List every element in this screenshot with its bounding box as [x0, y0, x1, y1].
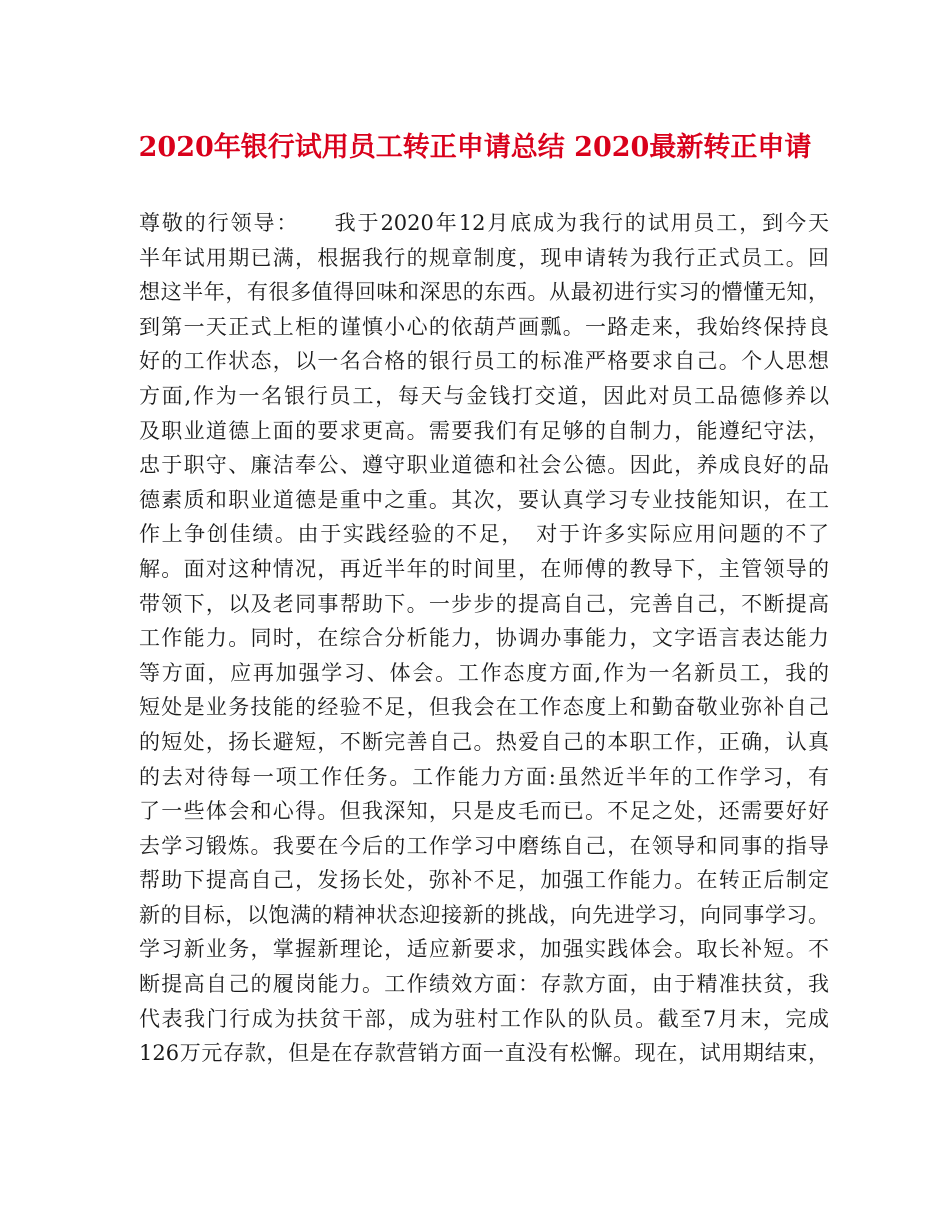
- body-line: 学习新业务，掌握新理论，适应新要求，加强实践体会。取长补短。不: [139, 937, 829, 962]
- body-line: 工作能力。同时，在综合分析能力，协调办事能力，文字语言表达能力: [139, 626, 829, 651]
- body-line: 想这半年，有很多值得回味和深思的东西。从最初进行实习的懵懂无知，: [139, 280, 829, 305]
- body-line: 带领下，以及老同事帮助下。一步步的提高自己，完善自己，不断提高: [139, 591, 829, 616]
- body-line: 尊敬的行领导： 我于2020年12月底成为我行的试用员工，到今天: [139, 211, 829, 235]
- document-body: [139, 206, 829, 1071]
- body-line: 帮助下提高自己，发扬长处，弥补不足，加强工作能力。在转正后制定: [139, 868, 829, 893]
- body-line: 方面,作为一名银行员工，每天与金钱打交道，因此对员工品德修养以: [139, 383, 829, 408]
- body-line: 短处是业务技能的经验不足，但我会在工作态度上和勤奋敬业弥补自己: [139, 695, 829, 720]
- body-line: 好的工作状态，以一名合格的银行员工的标准严格要求自己。个人思想: [139, 349, 829, 374]
- body-line: 及职业道德上面的要求更高。需要我们有足够的自制力，能遵纪守法，: [139, 418, 829, 443]
- body-line: 半年试用期已满，根据我行的规章制度，现申请转为我行正式员工。回: [139, 245, 829, 270]
- body-line: 去学习锻炼。我要在今后的工作学习中磨练自己，在领导和同事的指导: [139, 833, 829, 858]
- body-line: 到第一天正式上柜的谨慎小心的依葫芦画瓢。一路走来，我始终保持良: [139, 314, 829, 339]
- document-title: 2020年银行试用员工转正申请总结 2020最新转正申请: [138, 132, 812, 163]
- body-line: 的去对待每一项工作任务。工作能力方面:虽然近半年的工作学习，有: [139, 764, 829, 789]
- body-line: 断提高自己的履岗能力。工作绩效方面：存款方面，由于精准扶贫，我: [139, 972, 829, 997]
- body-line: 了一些体会和心得。但我深知，只是皮毛而已。不足之处，还需要好好: [139, 799, 829, 824]
- body-line: 德素质和职业道德是重中之重。其次，要认真学习专业技能知识，在工: [139, 487, 829, 512]
- body-line: 的短处，扬长避短，不断完善自己。热爱自己的本职工作，正确，认真: [139, 729, 829, 754]
- body-line: 忠于职守、廉洁奉公、遵守职业道德和社会公德。因此，养成良好的品: [139, 453, 829, 478]
- body-line: 新的目标，以饱满的精神状态迎接新的挑战，向先进学习，向同事学习。: [139, 902, 829, 927]
- body-line: 代表我门行成为扶贫干部，成为驻村工作队的队员。截至7月末，完成: [139, 1006, 829, 1031]
- body-line: 等方面，应再加强学习、体会。工作态度方面,作为一名新员工，我的: [139, 660, 829, 685]
- body-line: 解。面对这种情况，再近半年的时间里，在师傅的教导下，主管领导的: [139, 556, 829, 581]
- body-line: 作上争创佳绩。由于实践经验的不足， 对于许多实际应用问题的不了: [139, 522, 829, 547]
- body-line: 126万元存款，但是在存款营销方面一直没有松懈。现在，试用期结束，: [139, 1041, 829, 1066]
